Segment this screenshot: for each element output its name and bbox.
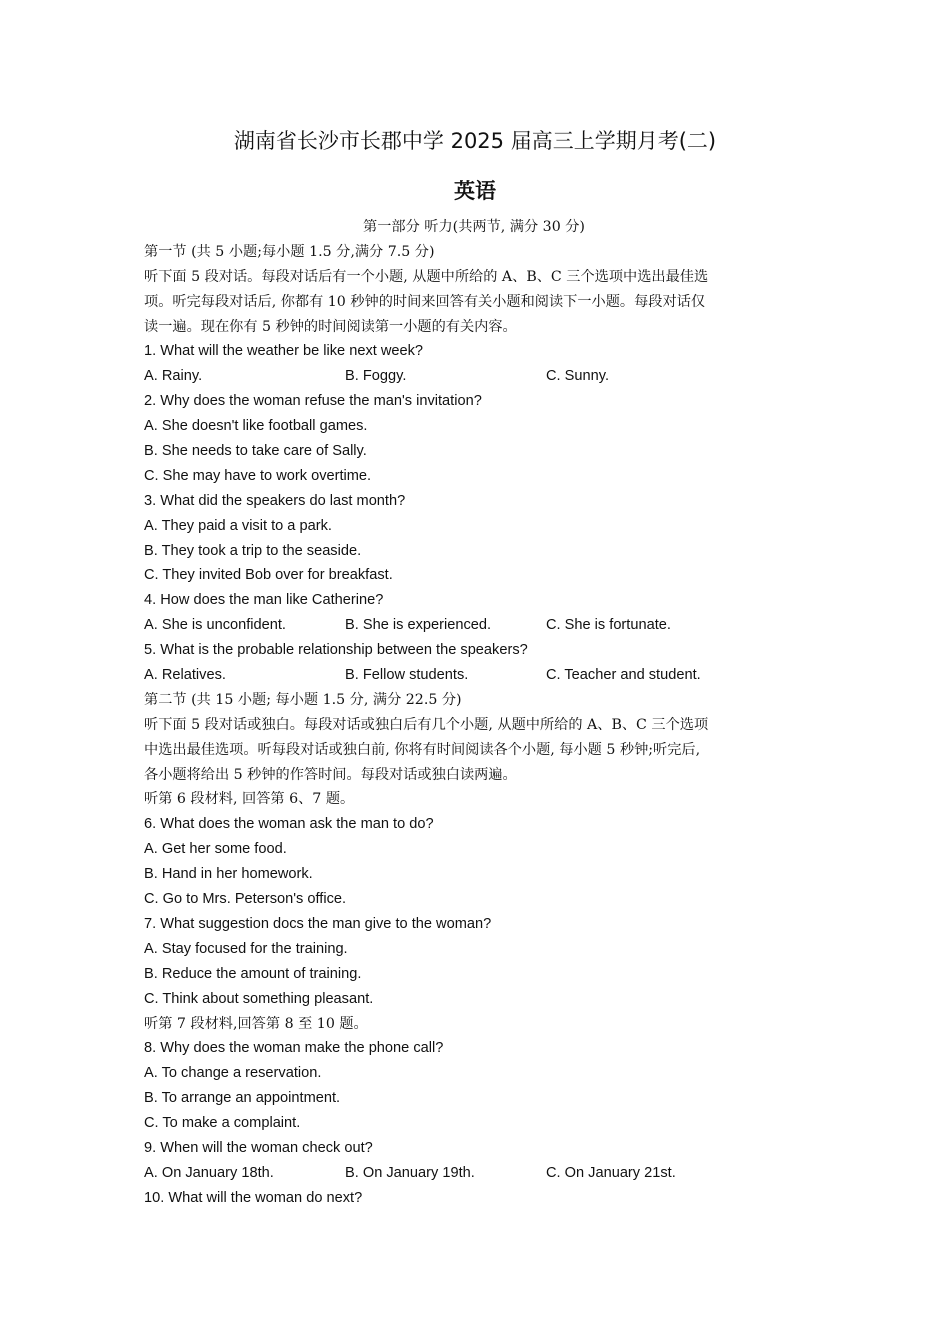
option-c: C. Go to Mrs. Peterson's office. bbox=[144, 891, 347, 908]
option-a: A. She is unconfident. bbox=[144, 617, 286, 634]
section-heading: 第二节 (共 15 小题; 每小题 1.5 分, 满分 22.5 分) bbox=[144, 691, 462, 708]
part-heading: 第一部分 听力(共两节, 满分 30 分) bbox=[363, 219, 585, 235]
exam-title: 湖南省长沙市长郡中学 2025 届高三上学期月考(二) bbox=[233, 129, 717, 153]
option-a: A. To change a reservation. bbox=[144, 1065, 322, 1082]
option-b: B. Foggy. bbox=[345, 368, 407, 385]
option-b: B. They took a trip to the seaside. bbox=[144, 542, 362, 559]
question-stem: 10. What will the woman do next? bbox=[144, 1189, 363, 1206]
exam-body bbox=[144, 215, 804, 1211]
option-c: C. They invited Bob over for breakfast. bbox=[144, 567, 393, 584]
instruction-line: 项。听完每段对话后, 你都有 10 秒钟的时间来回答有关小题和阅读下一小题。每段对话仅 bbox=[144, 293, 706, 310]
option-b: B. On January 19th. bbox=[345, 1164, 475, 1181]
option-c: C. Teacher and student. bbox=[546, 667, 701, 684]
option-c: C. She is fortunate. bbox=[546, 617, 671, 634]
option-a: A. Get her some food. bbox=[144, 841, 287, 858]
question-stem: 7. What suggestion docs the man give to the woman? bbox=[144, 915, 492, 932]
option-a: A. Relatives. bbox=[144, 667, 226, 684]
instruction-line: 听下面 5 段对话。每段对话后有一个小题, 从题中所给的 A、B、C 三个选项中选出最佳选 bbox=[144, 268, 709, 285]
option-a: A. They paid a visit to a park. bbox=[144, 517, 332, 534]
option-b: B. Fellow students. bbox=[345, 667, 469, 684]
option-a: A. She doesn't like football games. bbox=[144, 418, 368, 435]
instruction-line: 中选出最佳选项。听每段对话或独白前, 你将有时间阅读各个小题, 每小题 5 秒钟;听完后, bbox=[144, 741, 701, 758]
option-b: B. She is experienced. bbox=[345, 617, 492, 634]
option-row bbox=[144, 1161, 804, 1186]
option-c: C. Think about something pleasant. bbox=[144, 990, 374, 1007]
question-stem: 8. Why does the woman make the phone call? bbox=[144, 1040, 444, 1057]
question-stem: 9. When will the woman check out? bbox=[144, 1139, 373, 1156]
option-c: C. To make a complaint. bbox=[144, 1115, 301, 1132]
option-c: C. Sunny. bbox=[546, 368, 609, 385]
option-row bbox=[144, 663, 804, 688]
option-row bbox=[144, 364, 804, 389]
option-b: B. Reduce the amount of training. bbox=[144, 965, 362, 982]
instruction-line: 各小题将给出 5 秒钟的作答时间。每段对话或独白读两遍。 bbox=[144, 766, 517, 783]
option-a: A. Stay focused for the training. bbox=[144, 940, 348, 957]
option-c: C. On January 21st. bbox=[546, 1164, 676, 1181]
question-stem: 5. What is the probable relationship between the speakers? bbox=[144, 642, 528, 659]
instruction-line: 听下面 5 段对话或独白。每段对话或独白后有几个小题, 从题中所给的 A、B、C 三个选项 bbox=[144, 716, 709, 733]
option-b: B. To arrange an appointment. bbox=[144, 1090, 341, 1107]
question-stem: 2. Why does the woman refuse the man's invitation? bbox=[144, 393, 482, 410]
option-c: C. She may have to work overtime. bbox=[144, 467, 372, 484]
material-heading: 听第 6 段材料, 回答第 6、7 题。 bbox=[144, 791, 355, 808]
option-a: A. On January 18th. bbox=[144, 1164, 274, 1181]
question-stem: 6. What does the woman ask the man to do? bbox=[144, 816, 434, 833]
option-a: A. Rainy. bbox=[144, 368, 203, 385]
option-row bbox=[144, 613, 804, 638]
option-b: B. Hand in her homework. bbox=[144, 866, 313, 883]
question-stem: 3. What did the speakers do last month? bbox=[144, 492, 406, 509]
subject-title: 英语 bbox=[454, 179, 496, 203]
material-heading: 听第 7 段材料,回答第 8 至 10 题。 bbox=[144, 1015, 368, 1032]
question-stem: 1. What will the weather be like next week? bbox=[144, 343, 424, 360]
question-stem: 4. How does the man like Catherine? bbox=[144, 592, 384, 609]
instruction-line: 读一遍。现在你有 5 秒钟的时间阅读第一小题的有关内容。 bbox=[144, 318, 517, 335]
option-b: B. She needs to take care of Sally. bbox=[144, 443, 367, 460]
section-heading: 第一节 (共 5 小题;每小题 1.5 分,满分 7.5 分) bbox=[144, 243, 435, 260]
